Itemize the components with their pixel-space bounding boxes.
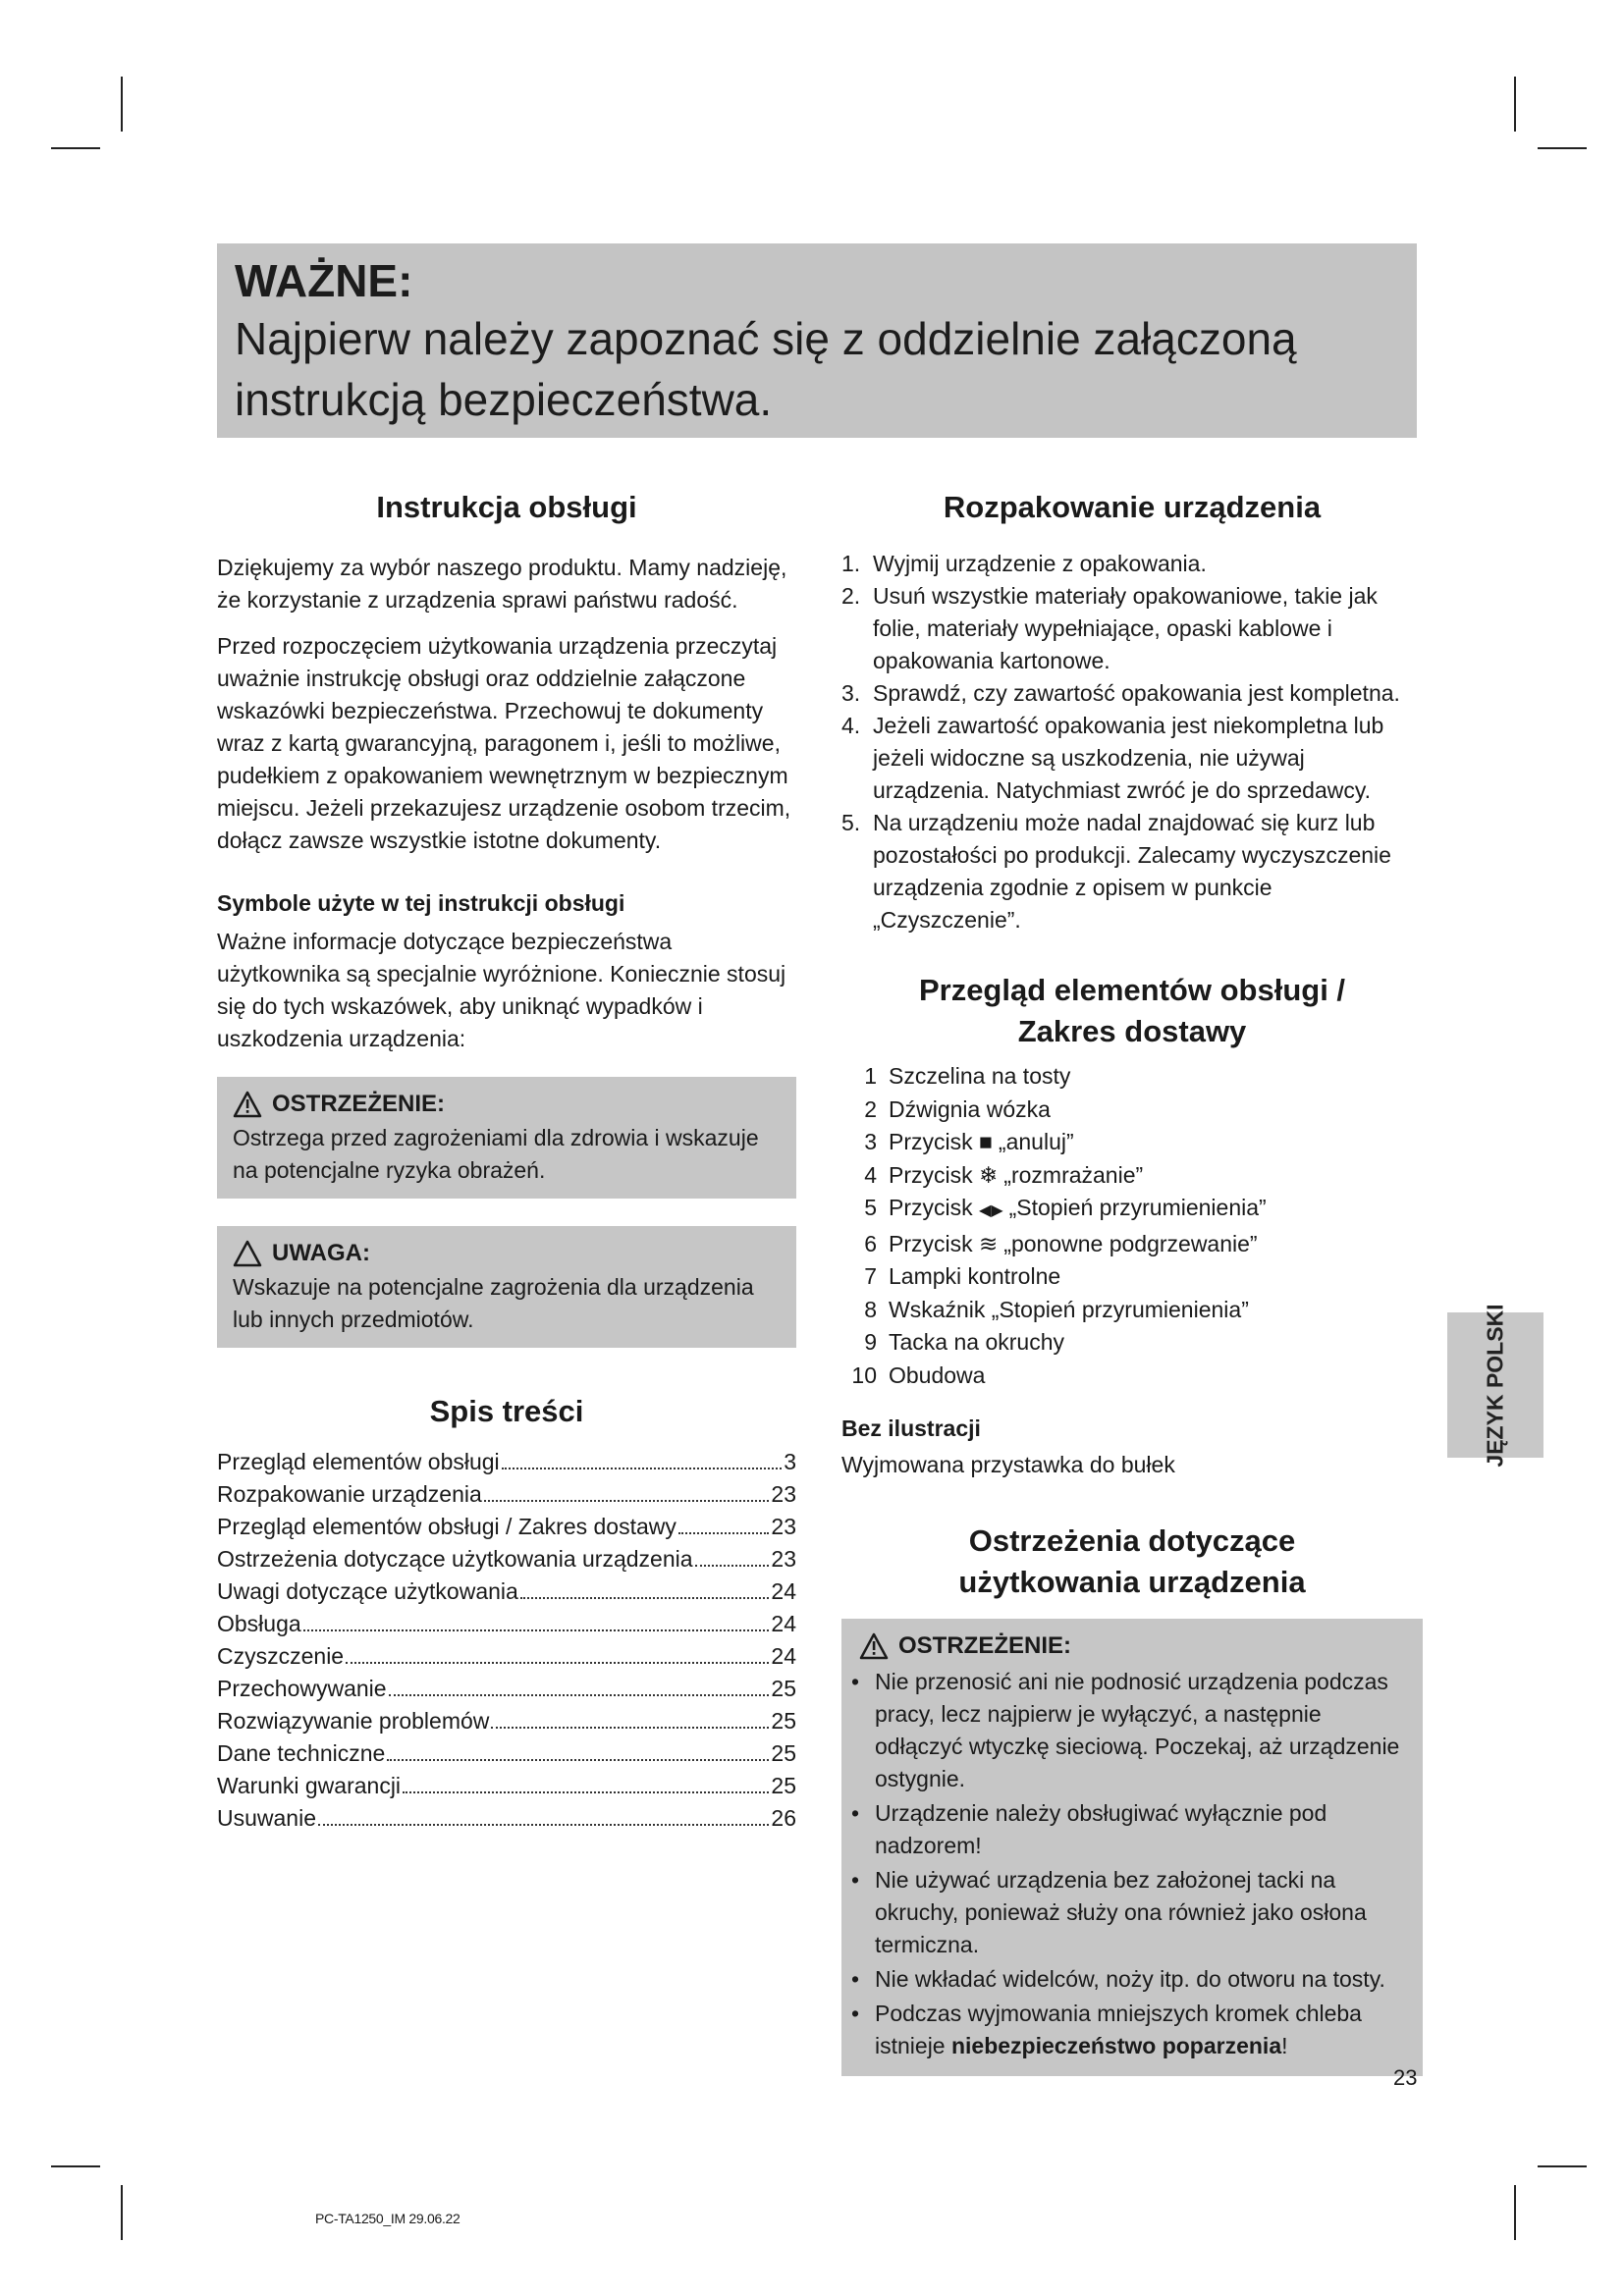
crop-mark [121, 2185, 123, 2240]
crop-mark [1538, 147, 1587, 149]
intro-paragraph-2: Przed rozpoczęciem użytkowania urządzenia przeczytaj uważnie instrukcję obsługi oraz oddzielnie załączone wskazówki bezpieczeństwa. Przechowuj te dokumenty wraz z kartą gwarancyjną, paragonem i, jeśli to możliwe, pudełkiem z opakowaniem wewnętrznym w bezpiecznym miejscu. Jeżeli przekazujesz urządzenie osobom trzecim, dołącz zawsze wszystkie istotne dokumenty. [217, 633, 791, 853]
warning-text: Ostrzega przed zagrożeniami dla zdrowia i wskazuje na potencjalne ryzyka obrażeń. [233, 1125, 759, 1183]
warning-label: OSTRZEŻENIE: [272, 1091, 446, 1117]
caution-text: Wskazuje na potencjalne zagrożenia dla urządzenia lub innych przedmiotów. [233, 1274, 754, 1332]
right-column [841, 487, 1423, 2076]
snowflake-icon: ❄ [979, 1161, 999, 1188]
symbols-heading: Symbole użyte w tej instrukcji obsługi [217, 890, 625, 916]
toc-row[interactable]: Przechowywanie 25 [217, 1673, 796, 1705]
toc-row[interactable]: Usuwanie 26 [217, 1802, 796, 1835]
parts-list [841, 1060, 1423, 1392]
no-illustration-text: Wyjmowana przystawka do bułek [841, 1452, 1175, 1477]
list-item: 9 Tacka na okruchy [864, 1329, 1064, 1355]
crop-mark [1514, 2185, 1516, 2240]
language-tab-label: JĘZYK POLSKI [1482, 1303, 1508, 1468]
parts-heading [841, 970, 1423, 1052]
toc-heading: Spis treści [429, 1394, 584, 1428]
footer-code: PC-TA1250_IM 29.06.22 [315, 2211, 460, 2226]
list-item: 5 Przycisk ◀▶ „Stopień przyrumienienia” [841, 1192, 1423, 1228]
usage-warnings-heading-line-2: użytkowania urządzenia [958, 1565, 1306, 1599]
unpack-steps [841, 548, 1423, 936]
crop-mark [1514, 77, 1516, 132]
toc-row[interactable]: Warunki gwarancji 25 [217, 1770, 796, 1802]
crop-mark [51, 147, 100, 149]
caution-triangle-icon [233, 1240, 262, 1267]
list-item: • Nie używać urządzenia bez założonej tacki na okruchy, ponieważ służy ona również jako osłona termiczna. [851, 1867, 1367, 1957]
list-item: 6 Przycisk ≋ „ponowne podgrzewanie” [841, 1228, 1423, 1261]
no-illustration-heading: Bez ilustracji [841, 1415, 981, 1441]
toc-row[interactable]: Rozwiązywanie problemów 25 [217, 1705, 796, 1737]
important-banner [217, 243, 1417, 438]
toc-row[interactable]: Przegląd elementów obsługi 3 [217, 1446, 796, 1478]
crop-mark [121, 77, 123, 132]
usage-warnings-heading-line-1: Ostrzeżenia dotyczące [968, 1523, 1296, 1558]
toc-row[interactable]: Obsługa 24 [217, 1608, 796, 1640]
list-item: 2 Dźwignia wózka [864, 1095, 1051, 1122]
list-item: • Nie wkładać widelców, noży itp. do otworu na tosty. [851, 1966, 1385, 1992]
stop-icon: ■ [979, 1129, 993, 1154]
list-item: • Podczas wyjmowania mniejszych kromek chleba istnieje niebezpieczeństwo poparzenia! [851, 2001, 1362, 2058]
usage-warning-box [841, 1619, 1423, 2076]
banner-title: WAŻNE: [235, 255, 413, 306]
list-item: 3 Przycisk ■ „anuluj” [841, 1126, 1423, 1159]
list-item: • Urządzenie należy obsługiwać wyłącznie pod nadzorem! [851, 1800, 1327, 1858]
intro-paragraph-1: Dziękujemy za wybór naszego produktu. Mamy nadzieję, że korzystanie z urządzenia sprawi państwu radość. [217, 555, 787, 613]
warning-triangle-icon [859, 1632, 889, 1660]
usage-warning-label: OSTRZEŻENIE: [898, 1632, 1072, 1659]
page-number: 23 [1393, 2065, 1418, 2090]
list-item: 3. Sprawdź, czy zawartość opakowania jest kompletna. [841, 680, 1400, 706]
caution-label: UWAGA: [272, 1240, 370, 1266]
crop-mark [51, 2165, 100, 2167]
list-item: 7 Lampki kontrolne [864, 1263, 1061, 1289]
list-item: 10 Obudowa [851, 1362, 986, 1388]
unpack-heading: Rozpakowanie urządzenia [943, 490, 1322, 524]
parts-heading-line-2: Zakres dostawy [1017, 1014, 1247, 1048]
list-item: 8 Wskaźnik „Stopień przyrumienienia” [864, 1296, 1249, 1322]
left-column [217, 487, 796, 1835]
table-of-contents [217, 1446, 796, 1835]
left-right-arrows-icon: ◀▶ [979, 1202, 1003, 1219]
parts-heading-line-1: Przegląd elementów obsługi / [918, 973, 1346, 1007]
crop-mark [1538, 2165, 1587, 2167]
list-item: 5. Na urządzeniu może nadal znajdować się kurz lub pozostałości po produkcji. Zalecamy wyczyszczenie urządzenia zgodnie z opisem w punkcie „Czyszczenie”. [841, 810, 1391, 933]
warning-triangle-icon [233, 1091, 262, 1118]
reheat-icon: ≋ [979, 1230, 999, 1256]
toc-row[interactable]: Dane techniczne 25 [217, 1737, 796, 1770]
toc-row[interactable]: Rozpakowanie urządzenia 23 [217, 1478, 796, 1511]
list-item: 2. Usuń wszystkie materiały opakowaniowe, takie jak folie, materiały wypełniające, opaski kablowe i opakowania kartonowe. [841, 583, 1378, 673]
toc-row[interactable]: Ostrzeżenia dotyczące użytkowania urządzenia 23 [217, 1543, 796, 1575]
toc-row[interactable]: Przegląd elementów obsługi / Zakres dostawy 23 [217, 1511, 796, 1543]
list-item: 4. Jeżeli zawartość opakowania jest niekompletna lub jeżeli widoczne są uszkodzenia, nie używaj urządzenia. Natychmiast zwróć je do sprzedawcy. [841, 713, 1384, 803]
list-item: • Nie przenosić ani nie podnosić urządzenia podczas pracy, lecz najpierw je wyłączyć, a następnie odłączyć wtyczkę sieciową. Poczekaj, aż urządzenie ostygnie. [851, 1669, 1400, 1791]
symbols-text: Ważne informacje dotyczące bezpieczeństwa użytkownika są specjalnie wyróżnione. Koniecznie stosuj się do tych wskazówek, aby uniknąć wypadków i uszkodzenia urządzenia: [217, 929, 786, 1051]
list-item: 4 Przycisk ❄ „rozmrażanie” [841, 1159, 1423, 1193]
usage-warning-bullets [851, 1666, 1407, 2062]
caution-box [217, 1226, 796, 1348]
toc-row[interactable]: Uwagi dotyczące użytkowania 24 [217, 1575, 796, 1608]
list-item: 1. Wyjmij urządzenie z opakowania. [841, 551, 1207, 576]
manual-heading: Instrukcja obsługi [376, 490, 637, 524]
warning-box [217, 1077, 796, 1199]
language-tab [1447, 1303, 1543, 1468]
banner-text: Najpierw należy zapoznać się z oddzielnie załączoną instrukcją bezpieczeństwa. [235, 313, 1297, 425]
usage-warnings-heading [841, 1521, 1423, 1603]
toc-row[interactable]: Czyszczenie 24 [217, 1640, 796, 1673]
list-item: 1 Szczelina na tosty [864, 1063, 1071, 1089]
